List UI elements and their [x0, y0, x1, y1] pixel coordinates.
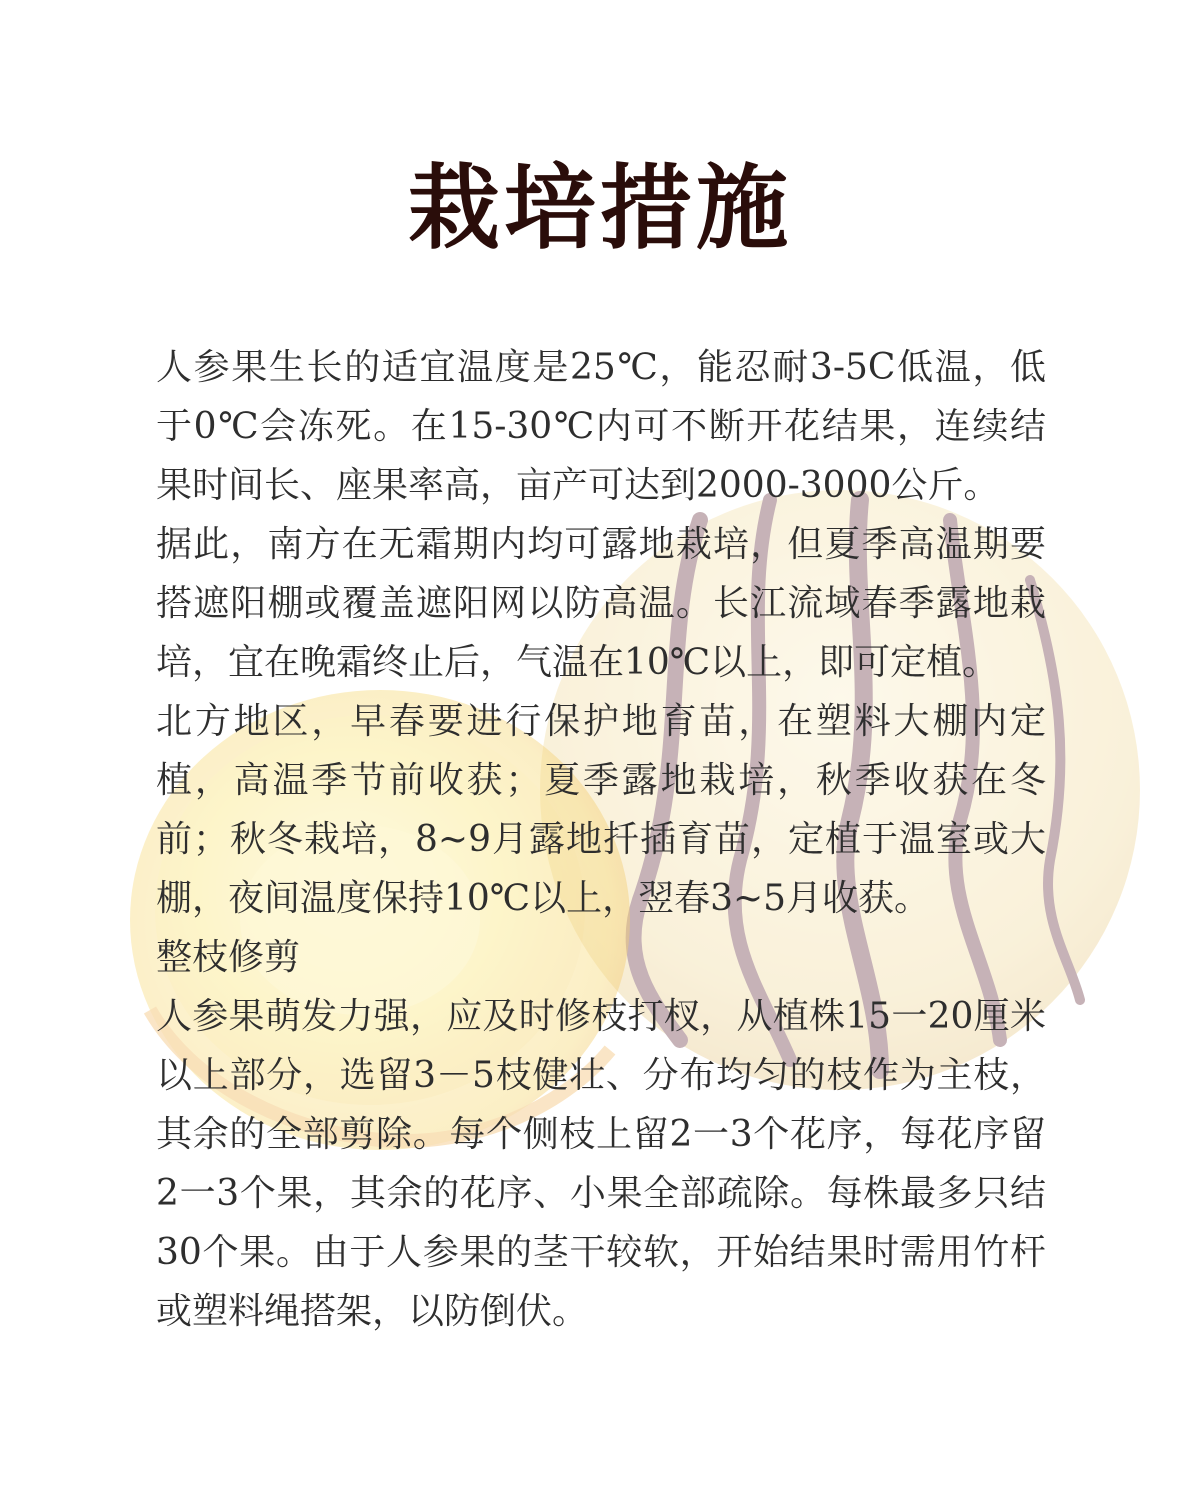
paragraph-pruning: 人参果萌发力强，应及时修枝打杈，从植株15一20厘米以上部分，选留3－5枝健壮、分布均匀的枝作为主枝，其余的全部剪除。每个侧枝上留2一3个花序，每花序留2一3个果，其余的花序、小果全部疏除。每株最多只结30个果。由于人参果的茎干较软，开始结果时需用竹杆或塑料绳搭架，以防倒伏。: [156, 996, 1046, 1332]
paragraph-north-cultivation: 北方地区，早春要进行保护地育苗，在塑料大棚内定植，高温季节前收获；夏季露地栽培，秋季收获在冬前；秋冬栽培，8~9月露地扦插育苗，定植于温室或大棚，夜间温度保持10℃以上，翌春3~5月收获。: [156, 701, 1046, 919]
page-title: 栽培措施: [407, 154, 792, 262]
section-heading-pruning: 整枝修剪: [156, 937, 301, 978]
paragraph-temperature: 人参果生长的适宜温度是25℃，能忍耐3-5C低温，低于0℃会冻死。在15-30℃内可不断开花结果，连续结果时间长、座果率高，亩产可达到2000-3000公斤。: [156, 347, 1046, 506]
paragraph-south-cultivation: 据此，南方在无霜期内均可露地栽培，但夏季高温期要搭遮阳棚或覆盖遮阳网以防高温。长江流域春季露地栽培，宜在晚霜终止后，气温在10℃以上，即可定植。: [156, 524, 1046, 683]
article-body: [156, 338, 1046, 1341]
